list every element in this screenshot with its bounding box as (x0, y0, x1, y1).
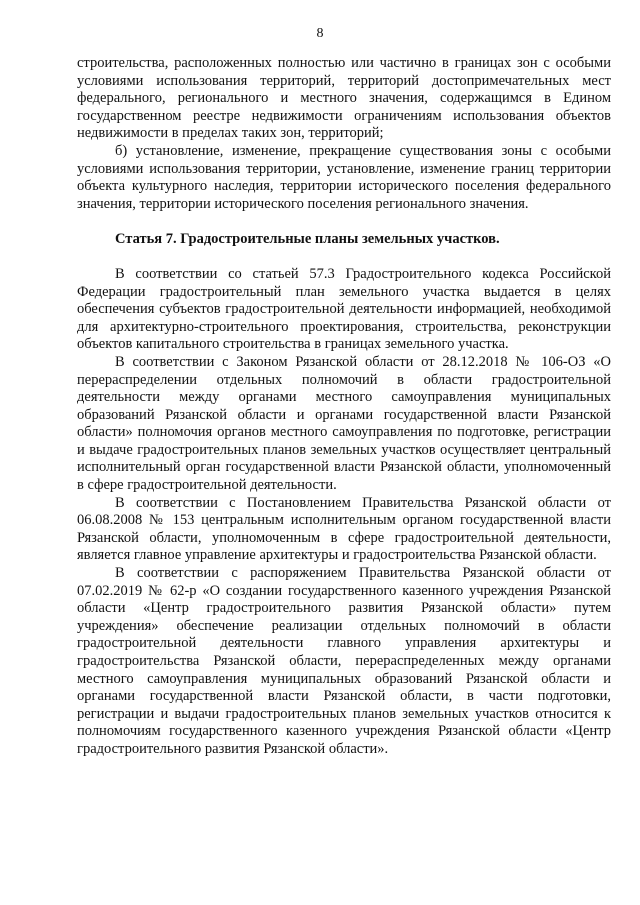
article-heading: Статья 7. Градостроительные планы земельных участков. (115, 231, 500, 248)
paragraph-continuation: строительства, расположенных полностью или частично в границах зон с особыми условиями использования территорий, территорий достопримечательных мест федерального, регионального и местного значения, содержащимся в Едином государственном реестре недвижимости ограничениям использования объектов недвижимости в пределах таких зон, территорий; (77, 55, 611, 142)
paragraph-government-order: В соответствии с распоряжением Правительства Рязанской области от 07.02.2019 № 62-р «О создании государственного казенного учреждения Рязанской области «Центр градостроительного развития Рязанской области» путем учреждения» обеспечение реализации отдельных полномочий в области градостроительной деятельности главного управления архитектуры и градостроительства Рязанской области, перераспределенных между органами местного самоуправления муниципальных образований Рязанской области и органами государственной власти Рязанской области, в части подготовки, регистрации и выдачи градостроительных планов земельных участков относится к полномочиям государственного казенного учреждения Рязанской области «Центр градостроительного развития Рязанской области». (77, 565, 611, 757)
document-body (77, 55, 611, 759)
paragraph-item-b: б) установление, изменение, прекращение существования зоны с особыми условиями использования территории, установление, изменение границ территории объекта культурного наследия, территории исторического поселения федерального значения, территории исторического поселения регионального значения. (77, 142, 611, 212)
page-number: 8 (316, 26, 324, 41)
paragraph-regional-law: В соответствии с Законом Рязанской области от 28.12.2018 № 106-ОЗ «О перераспределении отдельных полномочий в области градостроительной деятельности между органами местного самоуправления муниципальных образований Рязанской области и органами государственной власти Рязанской области» полномочия органов местного самоуправления по подготовке, регистрации и выдаче градостроительных планов земельных участков осуществляет центральный исполнительный орган государственной власти Рязанской области, уполномоченный в сфере градостроительной деятельности. (77, 353, 611, 494)
paragraph-gradplan-purpose: В соответствии со статьей 57.3 Градостроительного кодекса Российской Федерации градостроительный план земельного участка выдается в целях обеспечения субъектов градостроительной деятельности информацией, необходимой для архитектурно-строительного проектирования, строительства, реконструкции объектов капитального строительства в границах земельного участка. (77, 265, 611, 353)
paragraph-government-decree: В соответствии с Постановлением Правительства Рязанской области от 06.08.2008 № 153 центральным исполнительным органом государственной власти Рязанской области, уполномоченным в сфере градостроительной деятельности, является главное управление архитектуры и градостроительства Рязанской области. (77, 494, 611, 564)
